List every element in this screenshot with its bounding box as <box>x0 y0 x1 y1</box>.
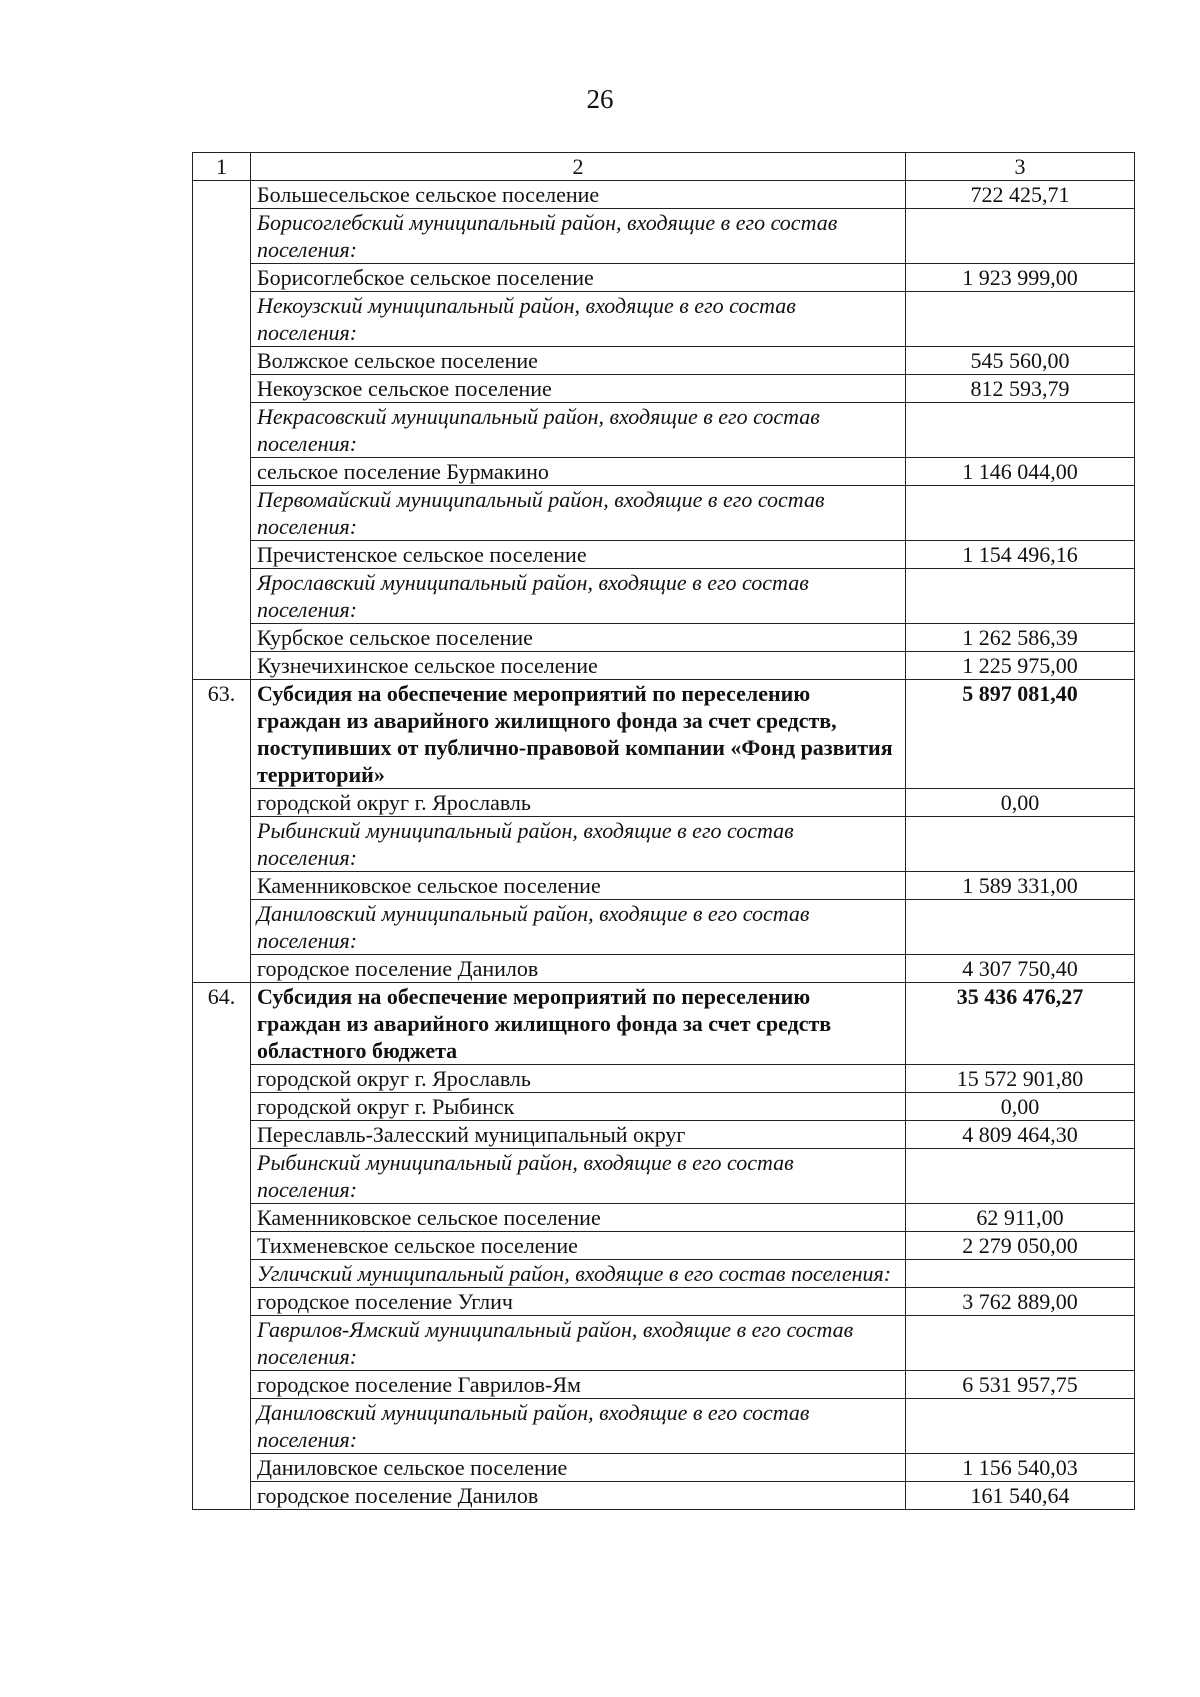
row-number-cell <box>193 1204 251 1232</box>
row-name-cell: Даниловский муниципальный район, входящие в его состав поселения: <box>251 1399 906 1454</box>
row-number-cell <box>193 181 251 209</box>
row-amount-cell: 161 540,64 <box>906 1482 1135 1510</box>
row-name-cell: городской округ г. Рыбинск <box>251 1093 906 1121</box>
table-row <box>193 347 1135 375</box>
page-number: 26 <box>586 84 614 114</box>
district-heading-row <box>193 403 1135 458</box>
row-name-cell: Кузнечихинское сельское поселение <box>251 652 906 680</box>
table-row <box>193 955 1135 983</box>
district-heading-row <box>193 900 1135 955</box>
row-number-cell <box>193 1093 251 1121</box>
row-amount-cell <box>906 900 1135 955</box>
district-heading-row <box>193 569 1135 624</box>
row-amount-cell: 35 436 476,27 <box>906 983 1135 1065</box>
row-name-cell: городское поселение Данилов <box>251 1482 906 1510</box>
table-row <box>193 872 1135 900</box>
row-name-cell: городское поселение Данилов <box>251 955 906 983</box>
row-number-cell <box>193 1232 251 1260</box>
row-name-cell: Рыбинский муниципальный район, входящие в его состав поселения: <box>251 817 906 872</box>
row-amount-cell: 5 897 081,40 <box>906 680 1135 789</box>
row-number-cell <box>193 900 251 955</box>
row-number-cell: 64. <box>193 983 251 1065</box>
district-heading-row <box>193 486 1135 541</box>
row-name-cell: Субсидия на обеспечение мероприятий по переселению граждан из аварийного жилищного фонда за счет средств областного бюджета <box>251 983 906 1065</box>
table-header-row <box>193 153 1135 181</box>
row-amount-cell: 1 156 540,03 <box>906 1454 1135 1482</box>
district-heading-row <box>193 1149 1135 1204</box>
row-amount-cell: 15 572 901,80 <box>906 1065 1135 1093</box>
row-number-cell <box>193 569 251 624</box>
row-amount-cell: 812 593,79 <box>906 375 1135 403</box>
row-amount-cell: 0,00 <box>906 789 1135 817</box>
row-number-cell <box>193 1065 251 1093</box>
row-amount-cell <box>906 1260 1135 1288</box>
row-number-cell <box>193 624 251 652</box>
district-heading-row <box>193 1399 1135 1454</box>
row-amount-cell: 3 762 889,00 <box>906 1288 1135 1316</box>
row-name-cell: Некрасовский муниципальный район, входящие в его состав поселения: <box>251 403 906 458</box>
row-number-cell <box>193 209 251 264</box>
row-number-cell <box>193 652 251 680</box>
row-number-cell: 63. <box>193 680 251 789</box>
row-name-cell: Борисоглебское сельское поселение <box>251 264 906 292</box>
row-name-cell: Рыбинский муниципальный район, входящие в его состав поселения: <box>251 1149 906 1204</box>
table-row <box>193 1121 1135 1149</box>
row-number-cell <box>193 817 251 872</box>
row-amount-cell: 4 307 750,40 <box>906 955 1135 983</box>
row-amount-cell: 1 154 496,16 <box>906 541 1135 569</box>
row-amount-cell: 62 911,00 <box>906 1204 1135 1232</box>
row-number-cell <box>193 955 251 983</box>
row-amount-cell: 1 225 975,00 <box>906 652 1135 680</box>
row-name-cell: Пречистенское сельское поселение <box>251 541 906 569</box>
table-row <box>193 264 1135 292</box>
row-name-cell: Ярославский муниципальный район, входящие в его состав поселения: <box>251 569 906 624</box>
table-row <box>193 1288 1135 1316</box>
row-name-cell: городское поселение Углич <box>251 1288 906 1316</box>
row-amount-cell: 6 531 957,75 <box>906 1371 1135 1399</box>
table-row <box>193 375 1135 403</box>
row-amount-cell <box>906 403 1135 458</box>
row-number-cell <box>193 458 251 486</box>
row-name-cell: Даниловский муниципальный район, входящие в его состав поселения: <box>251 900 906 955</box>
row-number-cell <box>193 403 251 458</box>
section-header-row <box>193 680 1135 789</box>
row-amount-cell: 4 809 464,30 <box>906 1121 1135 1149</box>
row-amount-cell <box>906 817 1135 872</box>
row-number-cell <box>193 1260 251 1288</box>
row-name-cell: Тихменевское сельское поселение <box>251 1232 906 1260</box>
row-amount-cell: 722 425,71 <box>906 181 1135 209</box>
table-row <box>193 1093 1135 1121</box>
header-col-2: 2 <box>251 153 906 181</box>
district-heading-row <box>193 817 1135 872</box>
row-number-cell <box>193 1399 251 1454</box>
table-row <box>193 789 1135 817</box>
table-row <box>193 1204 1135 1232</box>
row-amount-cell <box>906 1149 1135 1204</box>
row-number-cell <box>193 347 251 375</box>
row-number-cell <box>193 1454 251 1482</box>
row-number-cell <box>193 789 251 817</box>
row-amount-cell: 1 923 999,00 <box>906 264 1135 292</box>
table-row <box>193 1371 1135 1399</box>
header-col-1: 1 <box>193 153 251 181</box>
section-header-row <box>193 983 1135 1065</box>
row-amount-cell: 2 279 050,00 <box>906 1232 1135 1260</box>
row-name-cell: Первомайский муниципальный район, входящие в его состав поселения: <box>251 486 906 541</box>
row-amount-cell <box>906 1316 1135 1371</box>
row-number-cell <box>193 872 251 900</box>
row-name-cell: Гаврилов-Ямский муниципальный район, входящие в его состав поселения: <box>251 1316 906 1371</box>
row-number-cell <box>193 1371 251 1399</box>
table-row <box>193 541 1135 569</box>
row-amount-cell <box>906 1399 1135 1454</box>
row-name-cell: Некоузское сельское поселение <box>251 375 906 403</box>
district-heading-row <box>193 209 1135 264</box>
row-amount-cell: 1 146 044,00 <box>906 458 1135 486</box>
table-row <box>193 1454 1135 1482</box>
header-col-3: 3 <box>906 153 1135 181</box>
budget-table <box>192 152 1135 1510</box>
row-name-cell: сельское поселение Бурмакино <box>251 458 906 486</box>
row-name-cell: Большесельское сельское поселение <box>251 181 906 209</box>
row-amount-cell <box>906 569 1135 624</box>
row-name-cell: Угличский муниципальный район, входящие в его состав поселения: <box>251 1260 906 1288</box>
row-amount-cell <box>906 486 1135 541</box>
row-amount-cell: 1 262 586,39 <box>906 624 1135 652</box>
row-number-cell <box>193 1149 251 1204</box>
table-body <box>193 181 1135 1510</box>
table-row <box>193 181 1135 209</box>
row-name-cell: Субсидия на обеспечение мероприятий по переселению граждан из аварийного жилищного фонда за счет средств, поступивших от публично-правовой компании «Фонд развития территорий» <box>251 680 906 789</box>
table-row <box>193 1065 1135 1093</box>
table-row <box>193 1232 1135 1260</box>
row-name-cell: Переславль-Залесский муниципальный округ <box>251 1121 906 1149</box>
row-amount-cell <box>906 292 1135 347</box>
row-number-cell <box>193 1482 251 1510</box>
row-number-cell <box>193 1288 251 1316</box>
row-number-cell <box>193 1121 251 1149</box>
row-amount-cell <box>906 209 1135 264</box>
row-number-cell <box>193 486 251 541</box>
row-name-cell: Каменниковское сельское поселение <box>251 1204 906 1232</box>
row-name-cell: Даниловское сельское поселение <box>251 1454 906 1482</box>
row-name-cell: Борисоглебский муниципальный район, входящие в его состав поселения: <box>251 209 906 264</box>
row-amount-cell: 545 560,00 <box>906 347 1135 375</box>
row-name-cell: городское поселение Гаврилов-Ям <box>251 1371 906 1399</box>
row-name-cell: городской округ г. Ярославль <box>251 1065 906 1093</box>
district-heading-row <box>193 1316 1135 1371</box>
row-number-cell <box>193 292 251 347</box>
row-amount-cell: 1 589 331,00 <box>906 872 1135 900</box>
district-heading-row <box>193 1260 1135 1288</box>
row-number-cell <box>193 541 251 569</box>
table-row <box>193 652 1135 680</box>
row-name-cell: Волжское сельское поселение <box>251 347 906 375</box>
table-row <box>193 624 1135 652</box>
row-name-cell: городской округ г. Ярославль <box>251 789 906 817</box>
row-name-cell: Некоузский муниципальный район, входящие в его состав поселения: <box>251 292 906 347</box>
row-name-cell: Курбское сельское поселение <box>251 624 906 652</box>
row-amount-cell: 0,00 <box>906 1093 1135 1121</box>
district-heading-row <box>193 292 1135 347</box>
table-row <box>193 1482 1135 1510</box>
row-number-cell <box>193 375 251 403</box>
row-name-cell: Каменниковское сельское поселение <box>251 872 906 900</box>
row-number-cell <box>193 1316 251 1371</box>
table-row <box>193 458 1135 486</box>
row-number-cell <box>193 264 251 292</box>
